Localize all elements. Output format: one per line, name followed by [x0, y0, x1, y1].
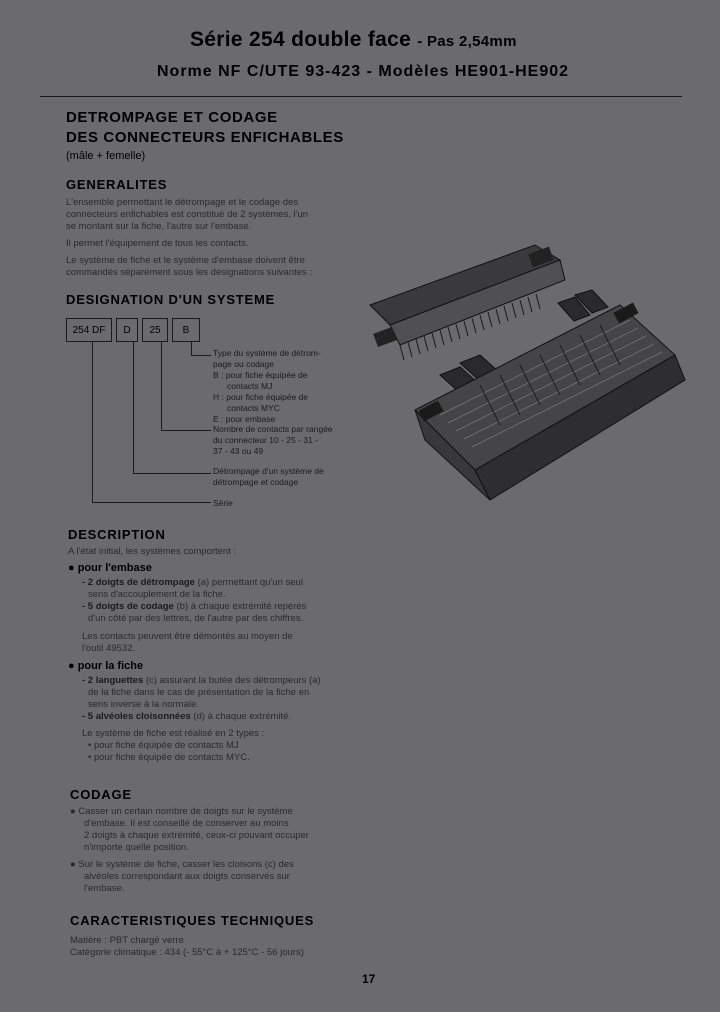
- codage-b1-l2: d'embase. Il est conseillé de conserver au moins: [84, 818, 289, 829]
- fiche-item-1-rest: (c) assurant la butée des détrompeurs (a): [143, 675, 321, 686]
- codage-bullet-2: ● Sur le système de fiche, casser les cloisons (c) des: [70, 859, 294, 870]
- generalites-p2: Il permet l'équipement de tous les contacts.: [66, 238, 249, 249]
- embase-title: ● pour l'embase: [68, 562, 152, 574]
- generalites-heading: GENERALITES: [66, 177, 168, 192]
- fiche-item-1-l2: de la fiche dans le cas de présentation de la fiche en: [88, 687, 310, 698]
- title-suffix: - Pas 2,54mm: [417, 33, 517, 50]
- leader-serie-v: [92, 342, 93, 503]
- legend-e: E : pour embase: [213, 414, 276, 424]
- embase-connector-drawing: [415, 303, 685, 500]
- fiche-type-2: • pour fiche équipée de contacts MYC.: [88, 752, 250, 763]
- leader-nb-v: [161, 342, 162, 431]
- leader-type-h: [191, 355, 211, 356]
- codage-b1-l1: Casser un certain nombre de doigts sur le système: [78, 806, 293, 817]
- codage-b1-l4: n'importe quelle position.: [84, 842, 189, 853]
- leader-d-v: [133, 342, 134, 474]
- code-box-contacts: 25: [142, 318, 168, 342]
- legend-b-l1: B : pour fiche équipée de: [213, 370, 308, 380]
- description-heading: DESCRIPTION: [68, 527, 166, 542]
- caracteristiques-heading: CARACTERISTIQUES TECHNIQUES: [70, 913, 315, 928]
- embase-item-2-l2: d'un côté par des lettres, de l'autre par des chiffres.: [88, 613, 304, 624]
- fiche-p: Le système de fiche est réalisé en 2 types :: [82, 728, 265, 739]
- codage-text: [70, 806, 352, 895]
- codage-b2-l2: alvéoles correspondant aux doigts conservés sur: [84, 871, 290, 882]
- code-box-detrompage: D: [116, 318, 138, 342]
- leader-nb-h: [161, 430, 211, 431]
- legend-type-l1: Type du système de détrom-: [213, 348, 321, 358]
- codage-b1-l3: 2 doigts à chaque extrémité, ceux-ci pouvant occuper: [84, 830, 309, 841]
- fiche-items: [82, 675, 350, 764]
- header-divider: [40, 96, 682, 97]
- legend-d-l1: Détrompage d'un système de: [213, 466, 324, 476]
- legend-nb-l2: du connecteur 10 - 25 - 31 -: [213, 435, 318, 445]
- fiche-item-2: [82, 711, 350, 723]
- embase-item-2: [82, 601, 350, 613]
- section-subtitle: (mâle + femelle): [66, 150, 146, 162]
- embase-item-2-rest: (b) à chaque extrémité repérés: [173, 601, 307, 612]
- fiche-connector-drawing: [370, 245, 565, 360]
- legend-type-l2: page ou codage: [213, 359, 274, 369]
- section-title-line1: DETROMPAGE ET CODAGE: [66, 109, 278, 126]
- embase-p-l2: l'outil 49532.: [82, 643, 136, 654]
- embase-title-text: pour l'embase: [77, 562, 152, 574]
- leader-serie-h: [92, 502, 211, 503]
- caracteristiques-l2: Catégorie climatique : 434 (- 55°C à + 125°C - 56 jours): [70, 947, 304, 958]
- code-box-serie: 254 DF: [66, 318, 112, 342]
- generalites-p1-l2: connecteurs enfichables est constitué de 2 systèmes, l'un: [66, 209, 309, 220]
- codage-bullet-1: ● Casser un certain nombre de doigts sur le système: [70, 806, 293, 817]
- section-title: [66, 108, 344, 148]
- leader-d-h: [133, 473, 211, 474]
- fiche-item-1: [82, 675, 350, 687]
- codage-b2-l1: Sur le système de fiche, casser les cloisons (c) des: [78, 859, 294, 870]
- generalites-p1-l3: se montant sur la fiche, l'autre sur l'embase.: [66, 221, 252, 232]
- code-box-type: B: [172, 318, 200, 342]
- codage-heading: CODAGE: [70, 787, 132, 802]
- caracteristiques-text: [70, 935, 304, 959]
- page-number: 17: [362, 972, 376, 986]
- embase-item-1: [82, 577, 350, 589]
- embase-item-1-bold: - 2 doigts de détrompage: [82, 577, 195, 588]
- codage-b2-l3: l'embase.: [84, 883, 125, 894]
- section-title-line2: DES CONNECTEURS ENFICHABLES: [66, 129, 344, 146]
- generalites-text: [66, 197, 352, 279]
- fiche-type-1-text: pour fiche équipée de contacts MJ: [93, 740, 239, 751]
- fiche-item-1-bold: - 2 languettes: [82, 675, 144, 686]
- legend-h-l1: H : pour fiche équipée de: [213, 392, 308, 402]
- description-intro: A l'état initial, les systèmes comportent :: [68, 546, 237, 557]
- designation-heading: DESIGNATION D'UN SYSTEME: [66, 292, 276, 307]
- title-main: Série 254 double face: [190, 28, 412, 51]
- legend-d-l2: détrompage et codage: [213, 477, 299, 487]
- legend-serie: Série: [213, 498, 233, 508]
- fiche-title: ● pour la fiche: [68, 660, 144, 672]
- embase-items: [82, 577, 350, 655]
- embase-item-1-rest: (a) permettant qu'un seul: [194, 577, 303, 588]
- embase-p-l1: Les contacts peuvent être démontés au moyen de: [82, 631, 293, 642]
- legend-nb-l3: 37 - 43 ou 49: [213, 446, 264, 456]
- generalites-p1-l1: L'ensemble permettant le détrompage et le codage des: [66, 197, 299, 208]
- legend-h-l2: contacts MYC: [227, 403, 280, 413]
- fiche-item-1-l3: sens inverse à la normale.: [88, 699, 199, 710]
- page-subtitle: Norme NF C/UTE 93-423 - Modèles HE901-HE902: [157, 63, 570, 80]
- generalites-p3-l1: Le système de fiche et le système d'embase doivent être: [66, 255, 305, 266]
- embase-item-2-bold: - 5 doigts de codage: [82, 601, 174, 612]
- embase-item-1-l2: sens d'accouplement de la fiche.: [88, 589, 226, 600]
- legend-b-l2: contacts MJ: [227, 381, 273, 391]
- fiche-item-2-rest: (d) à chaque extrémité.: [190, 711, 292, 722]
- legend-nb-l1: Nombre de contacts par rangée: [213, 424, 333, 434]
- caracteristiques-l1: Matière : PBT chargé verre: [70, 935, 184, 946]
- fiche-title-text: pour la fiche: [77, 660, 144, 672]
- leader-type-v: [191, 342, 192, 356]
- legend-detrompage: [213, 466, 324, 488]
- generalites-p3-l2: commandés séparément sous les désignations suivantes :: [66, 267, 313, 278]
- fiche-item-2-bold: - 5 alvéoles cloisonnées: [82, 711, 191, 722]
- legend-nb: [213, 424, 333, 457]
- page-title: [190, 28, 517, 52]
- designation-code-boxes: [66, 318, 204, 342]
- fiche-type-1: • pour fiche équipée de contacts MJ: [88, 740, 239, 751]
- legend-type: [213, 348, 321, 425]
- connector-illustration: [330, 235, 700, 515]
- fiche-type-2-text: pour fiche équipée de contacts MYC.: [93, 752, 250, 763]
